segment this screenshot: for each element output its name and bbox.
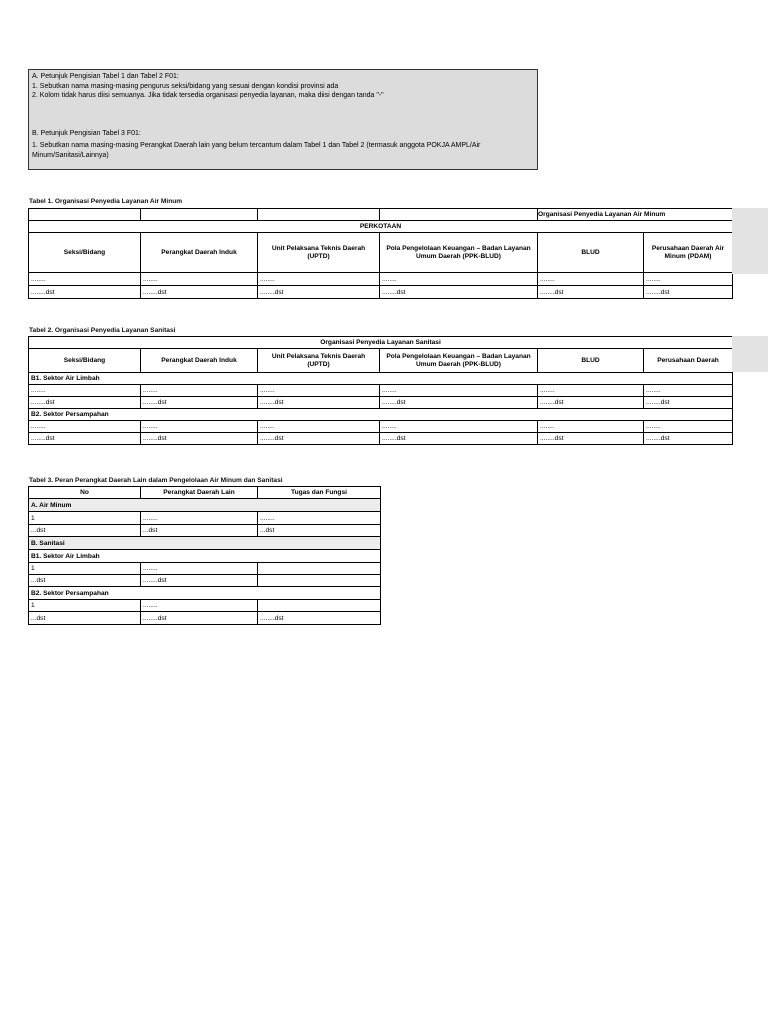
table1-col-header: Pola Pengelolaan Keuangan – Badan Layanan Umum Daerah (PPK-BLUD) — [380, 233, 538, 273]
table-row — [29, 385, 733, 397]
table2-caption: Tabel 2. Organisasi Penyedia Layanan Sanitasi — [29, 327, 176, 334]
table-row — [29, 286, 733, 299]
table3-section-persampahan: B2. Sektor Persampahan — [29, 587, 381, 600]
table2-col-header: Unit Pelaksana Teknis Daerah (UPTD) — [258, 349, 380, 373]
table-cell[interactable]: ........dst — [258, 612, 381, 625]
table-cell[interactable]: ........dst — [538, 286, 644, 299]
table2-col-header: Seksi/Bidang — [29, 349, 141, 373]
table-cell[interactable]: ........dst — [29, 397, 141, 409]
table1 — [28, 208, 733, 299]
table3-section-sanitasi: B. Sanitasi — [29, 537, 381, 550]
table-cell[interactable]: ........dst — [141, 433, 258, 445]
table-cell[interactable]: ........ — [538, 421, 644, 433]
table-cell[interactable]: ........dst — [644, 286, 733, 299]
table-cell[interactable]: ........dst — [141, 397, 258, 409]
table-cell[interactable]: ........dst — [380, 397, 538, 409]
table-cell[interactable]: ...dst — [29, 525, 141, 537]
table-cell[interactable]: ........ — [258, 512, 381, 525]
table-row — [29, 512, 381, 525]
table-cell[interactable]: ........dst — [141, 286, 258, 299]
table-row — [29, 421, 733, 433]
table-cell[interactable]: ........ — [538, 273, 644, 286]
table-cell[interactable]: 1 — [29, 600, 141, 612]
table2-col-header: BLUD — [538, 349, 644, 373]
table-row — [29, 575, 381, 587]
table-cell[interactable]: ...dst — [141, 525, 258, 537]
instructions-b-title: B. Petunjuk Pengisian Tabel 3 F01: — [32, 129, 141, 137]
table-cell[interactable]: ........dst — [258, 397, 380, 409]
table3-section-air-limbah: B1. Sektor Air Limbah — [29, 550, 381, 563]
table1-col-header: Seksi/Bidang — [29, 233, 141, 273]
table-row — [29, 433, 733, 445]
table-cell[interactable]: ........ — [380, 385, 538, 397]
table-cell[interactable] — [258, 575, 381, 587]
instructions-b-line1: 1. Sebutkan nama masing-masing Perangkat Daerah lain yang belum tercantum dalam Tabel 1 dan Tabel 2 (termasuk anggota POKJA AMPL/Air Minum/Sanitasi/Lainnya) — [32, 142, 481, 159]
table1-col-header: Perangkat Daerah Induk — [141, 233, 258, 273]
table1-col-header: Unit Pelaksana Teknis Daerah (UPTD) — [258, 233, 380, 273]
table-cell[interactable] — [258, 563, 381, 575]
table-row — [29, 612, 381, 625]
instructions-a-line1: 1. Sebutkan nama masing-masing pengurus seksi/bidang yang sesuai dengan kondisi provinsi ada — [32, 82, 339, 90]
side-shade — [732, 336, 768, 372]
table3 — [28, 486, 381, 625]
table-cell[interactable]: ........dst — [258, 286, 380, 299]
side-shade — [732, 208, 768, 274]
table2-group-header: Organisasi Penyedia Layanan Sanitasi — [29, 337, 733, 349]
table-row — [29, 600, 381, 612]
table2-section-persampahan: B2. Sektor Persampahan — [29, 409, 733, 421]
table-cell[interactable]: ........ — [258, 385, 380, 397]
table1-col-header: BLUD — [538, 233, 644, 273]
table-cell[interactable]: ........ — [380, 421, 538, 433]
table2-col-header: Pola Pengelolaan Keuangan – Badan Layanan Umum Daerah (PPK-BLUD) — [380, 349, 538, 373]
instructions-box — [28, 69, 538, 170]
table-cell[interactable]: ........dst — [141, 612, 258, 625]
table-cell[interactable]: ........dst — [538, 397, 644, 409]
table-row — [29, 273, 733, 286]
table-cell[interactable]: ........dst — [29, 433, 141, 445]
table3-col-header: Perangkat Daerah Lain — [141, 487, 258, 499]
table-cell[interactable]: ...dst — [29, 575, 141, 587]
table1-col-header: Perusahaan Daerah Air Minum (PDAM) — [644, 233, 733, 273]
table1-group-header: Organisasi Penyedia Layanan Air Minum — [538, 209, 733, 221]
table-cell[interactable]: ........dst — [258, 433, 380, 445]
table2-col-header: Perangkat Daerah Induk — [141, 349, 258, 373]
table-cell[interactable]: ........ — [29, 385, 141, 397]
table-cell[interactable]: 1 — [29, 512, 141, 525]
table1-caption: Tabel 1. Organisasi Penyedia Layanan Air Minum — [29, 198, 183, 205]
table-cell[interactable]: ........ — [380, 273, 538, 286]
table-cell[interactable]: ........ — [141, 273, 258, 286]
table-cell[interactable]: ........ — [29, 273, 141, 286]
table-cell[interactable]: ........ — [141, 600, 258, 612]
table2-col-header: Perusahaan Daerah — [644, 349, 733, 373]
table-row — [29, 563, 381, 575]
table-cell[interactable]: ........ — [141, 512, 258, 525]
table-cell[interactable]: ........ — [141, 421, 258, 433]
table-cell[interactable]: ...dst — [29, 612, 141, 625]
table-row — [29, 397, 733, 409]
table-cell[interactable]: ........dst — [644, 433, 733, 445]
table3-caption: Tabel 3. Peran Perangkat Daerah Lain dalam Pengelolaan Air Minum dan Sanitasi — [29, 477, 283, 484]
table-cell[interactable]: ........ — [258, 421, 380, 433]
table-cell[interactable]: ........ — [538, 385, 644, 397]
table3-col-header: No — [29, 487, 141, 499]
table-cell[interactable]: ........ — [258, 273, 380, 286]
table2-section-air-limbah: B1. Sektor Air Limbah — [29, 373, 733, 385]
table-cell[interactable]: ........ — [141, 385, 258, 397]
table-cell[interactable]: ........ — [644, 421, 733, 433]
table-cell[interactable]: 1 — [29, 563, 141, 575]
table-row — [29, 525, 381, 537]
table-cell[interactable]: ........ — [644, 385, 733, 397]
table3-col-header: Tugas dan Fungsi — [258, 487, 381, 499]
table-cell[interactable]: ........dst — [538, 433, 644, 445]
table-cell[interactable]: ...dst — [258, 525, 381, 537]
instructions-a-line2: 2. Kolom tidak harus diisi semuanya. Jika tidak tersedia organisasi penyedia layanan, maka diisi dengan tanda "-" — [32, 92, 384, 99]
table-cell[interactable]: ........dst — [380, 433, 538, 445]
table-cell[interactable]: ........dst — [141, 575, 258, 587]
table-cell[interactable]: ........ — [644, 273, 733, 286]
table-cell[interactable] — [258, 600, 381, 612]
table-cell[interactable]: ........dst — [380, 286, 538, 299]
table2 — [28, 336, 733, 445]
table-cell[interactable]: ........ — [141, 563, 258, 575]
table3-section-air-minum: A. Air Minum — [29, 499, 381, 512]
table-cell[interactable]: ........dst — [644, 397, 733, 409]
instructions-a-title: A. Petunjuk Pengisian Tabel 1 dan Tabel 2 F01: — [32, 73, 179, 80]
table-cell[interactable]: ........ — [29, 421, 141, 433]
table1-sub-header: PERKOTAAN — [29, 221, 733, 233]
table-cell[interactable]: ........dst — [29, 286, 141, 299]
